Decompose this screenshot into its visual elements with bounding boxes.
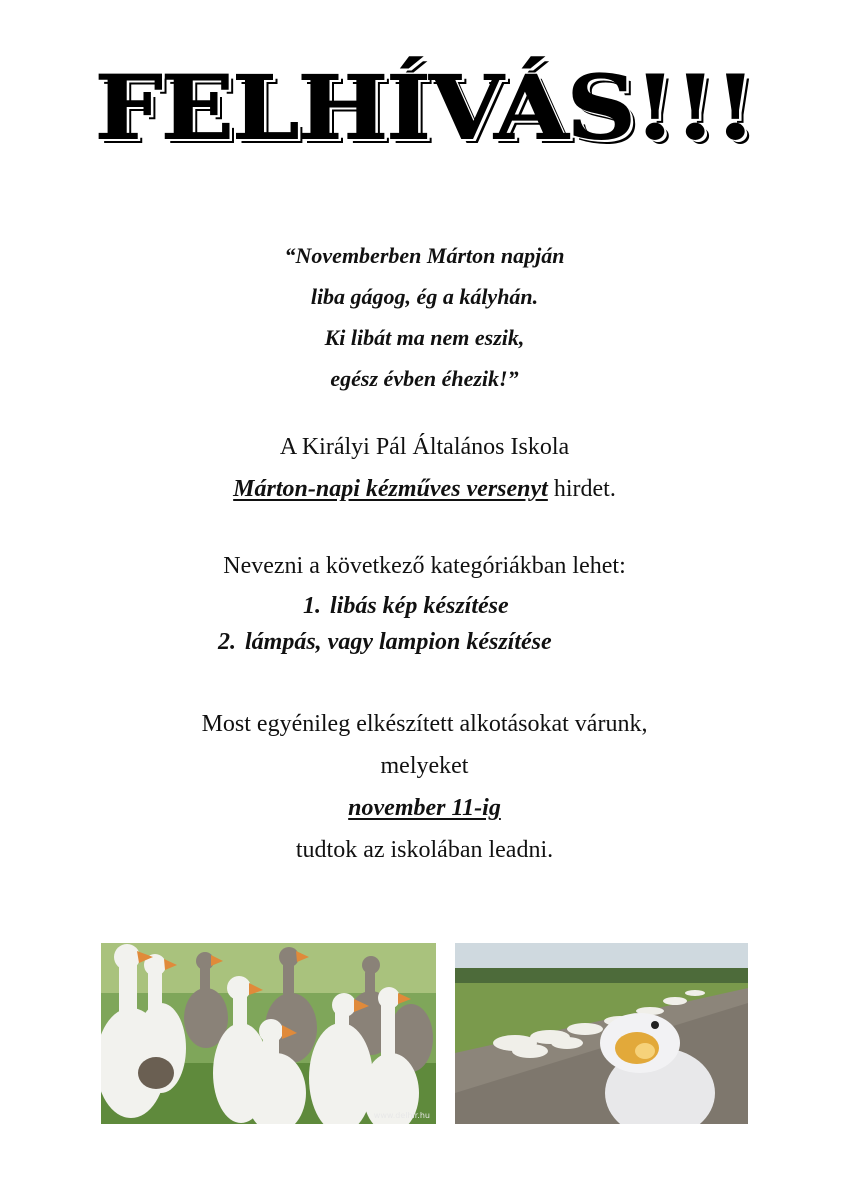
- event-name: Márton-napi kézműves versenyt: [233, 476, 548, 502]
- page-title: FELHÍVÁS!!!: [94, 55, 755, 160]
- photo-watermark: www.delhir.hu: [373, 1111, 430, 1120]
- list-item: [0, 588, 849, 624]
- deadline: november 11-ig: [348, 795, 501, 821]
- list-item-number: 1.: [303, 593, 321, 619]
- geese-flock-illustration: [101, 943, 436, 1124]
- deadline-line: [0, 787, 849, 829]
- categories-intro: Nevezni a következő kategóriákban lehet:: [223, 553, 626, 579]
- poem-line: liba gágog, ég a kályhán.: [310, 284, 539, 309]
- closing: [0, 703, 849, 871]
- list-item-text: libás kép készítése: [330, 593, 509, 619]
- categories-list: [0, 588, 849, 660]
- geese-flock-photo: [101, 943, 436, 1124]
- list-item-text: lámpás, vagy lampion készítése: [245, 629, 552, 655]
- closing-line: Most egyénileg elkészített alkotásokat várunk,: [201, 711, 648, 737]
- list-item-number: 2.: [218, 629, 236, 655]
- event-suffix: hirdet.: [547, 476, 616, 502]
- poem-line: “Novemberben Márton napján: [284, 243, 565, 268]
- school-name-line: A Királyi Pál Általános Iskola: [279, 434, 570, 460]
- poem-line: egész évben éhezik!”: [330, 366, 519, 391]
- closing-line: melyeket: [380, 753, 469, 779]
- geese-on-road-photo: [455, 943, 748, 1124]
- announcement: [0, 426, 849, 510]
- poem-line: Ki libát ma nem eszik,: [324, 325, 525, 350]
- poem: [0, 235, 849, 399]
- list-item: [0, 624, 849, 660]
- geese-road-illustration: [455, 943, 748, 1124]
- closing-line: tudtok az iskolában leadni.: [295, 837, 554, 863]
- event-line: [0, 468, 849, 510]
